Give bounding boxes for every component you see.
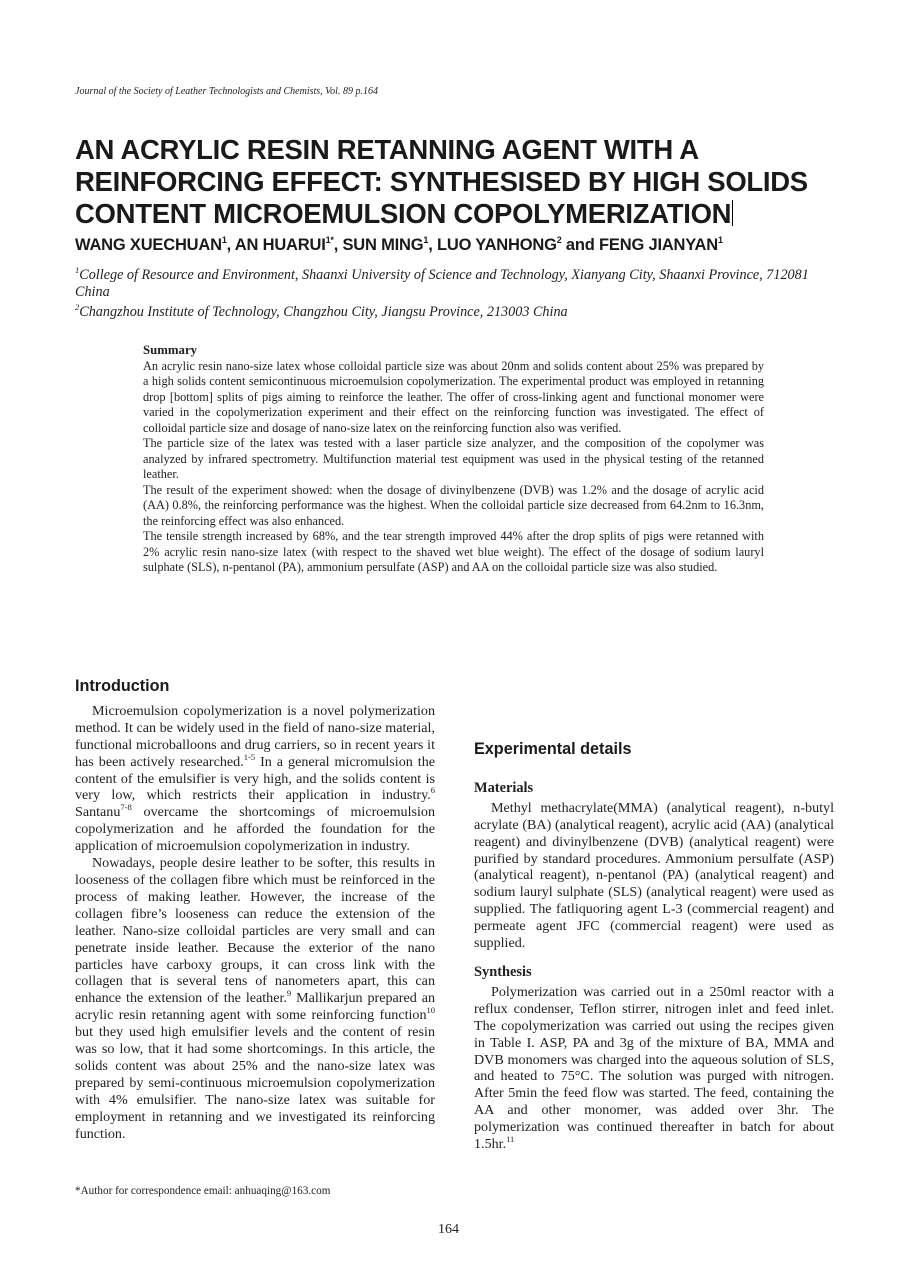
citation-ref: 6	[430, 785, 435, 796]
page-number: 164	[438, 1222, 459, 1237]
right-column-content	[474, 741, 834, 1153]
subheading-synthesis: Synthesis	[474, 963, 532, 980]
correspondence-footnote: *Author for correspondence email: anhuaqing@163.com	[75, 1185, 331, 1197]
citation-ref: 11	[506, 1134, 515, 1145]
text-cursor	[732, 200, 733, 226]
body-paragraph	[75, 855, 435, 1142]
section-heading-experimental: Experimental details	[474, 740, 632, 758]
affiliation-text: Changzhou Institute of Technology, Changzhou City, Jiangsu Province, 213003 China	[79, 304, 568, 320]
author-name: WANG XUECHUAN	[75, 236, 222, 254]
text-run: Polymerization was carried out in a 250ml reactor with a reflux condenser, Teflon stirrer, nitrogen inlet and feed inlet. The copolymerization was carried out using the recipes given in Table I. ASP, PA and 3g of the mixture of BA, MMA and DVB monomers was charged into the aqueous solution of SLS, and heated to 75°C. The solution was purged with nitrogen. After 5min the feed flow was started. The feed, containing the AA and other monomer, was added over 3hr. The polymerization was continued thereafter in batch for about 1.5hr.	[474, 983, 834, 1153]
author-name: LUO YANHONG	[436, 236, 557, 254]
text-run: overcame the shortcomings of microemulsion copolymerization and he afforded the foundation for the application of microemulsion copolymerization in industry.	[75, 804, 435, 855]
author-separator: and	[561, 236, 600, 254]
subheading-materials: Materials	[474, 779, 534, 796]
author-name: AN HUARUI	[234, 236, 326, 254]
left-column	[75, 678, 435, 1142]
citation-ref: 1-5	[243, 751, 256, 762]
citation-ref: 7-8	[120, 802, 132, 813]
title-line: AN ACRYLIC RESIN RETANNING AGENT WITH A	[75, 134, 699, 165]
affiliation	[75, 299, 835, 321]
affiliation-mark: 1	[75, 265, 80, 275]
author-name: FENG JIANYAN	[599, 236, 718, 254]
summary-paragraph: The result of the experiment showed: when the dosage of divinylbenzene (DVB) was 1.2% and the dosage of acrylic acid (AA) 0.8%, the reinforcing performance was the highest. When the colloidal particle size decreased from 64.2nm to 16.3nm, the reinforcing effect was also enhanced.	[143, 482, 764, 528]
affiliation-mark: 1	[423, 235, 429, 245]
affiliation-mark: 2	[75, 302, 80, 312]
author-name: SUN MING	[342, 236, 424, 254]
author	[235, 236, 343, 254]
summary-paragraph: An acrylic resin nano-size latex whose colloidal particle size was about 20nm and solids content about 25% was prepared by a high solids content semicontinuous microemulsion copolymerization. The experimental product was employed in retanning drop [bottom] splits of pigs aiming to reinforce the leather. The offer of cross-linking agent and functional monomer were varied in the copolymerization experiment and their effect on the reinforcing function was investigated. The effect of colloidal particle size and dosage of nano-size latex on the reinforcing function also was verified.	[143, 358, 764, 435]
affiliation-mark: 1*	[325, 235, 334, 245]
title-line: REINFORCING EFFECT: SYNTHESISED BY HIGH SOLIDS	[75, 166, 808, 197]
author	[75, 236, 235, 254]
summary-paragraph: The tensile strength increased by 68%, and the tear strength improved 44% after the drop splits of pigs were retanned with 2% acrylic resin nano-size latex (with respect to the shaved wet blue weight). The effect of the dosage of sodium lauryl sulphate (SLS), n-pentanol (PA), ammonium persulfate (ASP) and AA on the colloidal particle size was also studied.	[143, 529, 764, 574]
citation-ref: 9	[286, 988, 292, 999]
author	[599, 236, 723, 254]
summary-heading: Summary	[143, 343, 198, 357]
author-separator: ,	[428, 236, 437, 254]
author	[342, 236, 437, 254]
affiliation-mark: 1	[717, 235, 723, 245]
running-head: Journal of the Society of Leather Technologists and Chemists, Vol. 89 p.164	[75, 86, 378, 97]
title-line-last	[75, 198, 865, 230]
section-heading-introduction: Introduction	[75, 677, 170, 695]
title-line-text: CONTENT MICROEMULSION COPOLYMERIZATION	[75, 198, 732, 229]
text-run: but they used high emulsifier levels and the content of resin was so low, that it had some shortcomings. In this article, the solids content was about 25% and the nano-size latex was prepared by semi-continuous microemulsion copolymerization with 4% emulsifier. The nano-size latex was suitable for employment in retanning and we investigated its reinforcing function.	[75, 1024, 435, 1142]
paper-title	[75, 134, 865, 230]
author-separator: ,	[226, 236, 235, 254]
text-run: Nowadays, people desire leather to be softer, this results in looseness of the collagen fibre which must be reinforced in the process of making leather. However, the increase of the collagen fibre’s looseness can reduce the extension of the leather. Nano-size colloidal particles are very small and can penetrate inside leather. Because the exterior of the nano particles have carboxy groups, it can cross link with the collagen that is several tens of nanometers apart, this can enhance the extension of the leather.	[75, 855, 435, 1007]
affiliation	[75, 262, 835, 301]
text-run: Microemulsion copolymerization is a novel polymerization method. It can be widely used in the field of nano-size material, functional microballoons and drug carriers, so in recent years it has been actively researched.	[75, 702, 435, 770]
body-paragraph	[474, 984, 834, 1153]
citation-ref: 10	[426, 1005, 435, 1016]
text-run: Mallikarjun prepared an acrylic resin retanning agent with some reinforcing function	[75, 990, 435, 1024]
affiliation-text: College of Resource and Environment, Shaanxi University of Science and Technology, Xianyang City, Shaanxi Province, 712081 China	[75, 267, 809, 300]
author-list	[75, 235, 723, 255]
body-paragraph	[75, 703, 435, 855]
body-paragraph: Methyl methacrylate(MMA) (analytical reagent), n-butyl acrylate (BA) (analytical reagent), acrylic acid (AA) (analytical reagent) and divinylbenzene (DVB) (analytical reagent) were purified by standard procedures. Ammonium persulfate (ASP) (analytical reagent), n-pentanol (PA) (analytical reagent) and sodium lauryl sulphate (SLS) (analytical reagent) were used as supplied. The fatliquoring agent L-3 (commercial reagent) and permeate agent JFC (commercial reagent) were used as supplied.	[474, 799, 834, 952]
text-run: In a general micromulsion the content of the emulsifier is very high, and the solids content is very low, which restricts their application in industry.	[75, 753, 435, 804]
summary-paragraph: The particle size of the latex was tested with a laser particle size analyzer, and the composition of the copolymer was analyzed by infrared spectrometry. Multifunction material test equipment was used in the physical testing of the retanned leather.	[143, 436, 764, 481]
text-run: Santanu	[75, 804, 121, 821]
author	[437, 236, 599, 254]
affiliation-mark: 1	[221, 235, 227, 245]
summary-section	[143, 343, 764, 576]
author-separator: ,	[333, 236, 343, 254]
affiliation-mark: 2	[556, 235, 562, 245]
